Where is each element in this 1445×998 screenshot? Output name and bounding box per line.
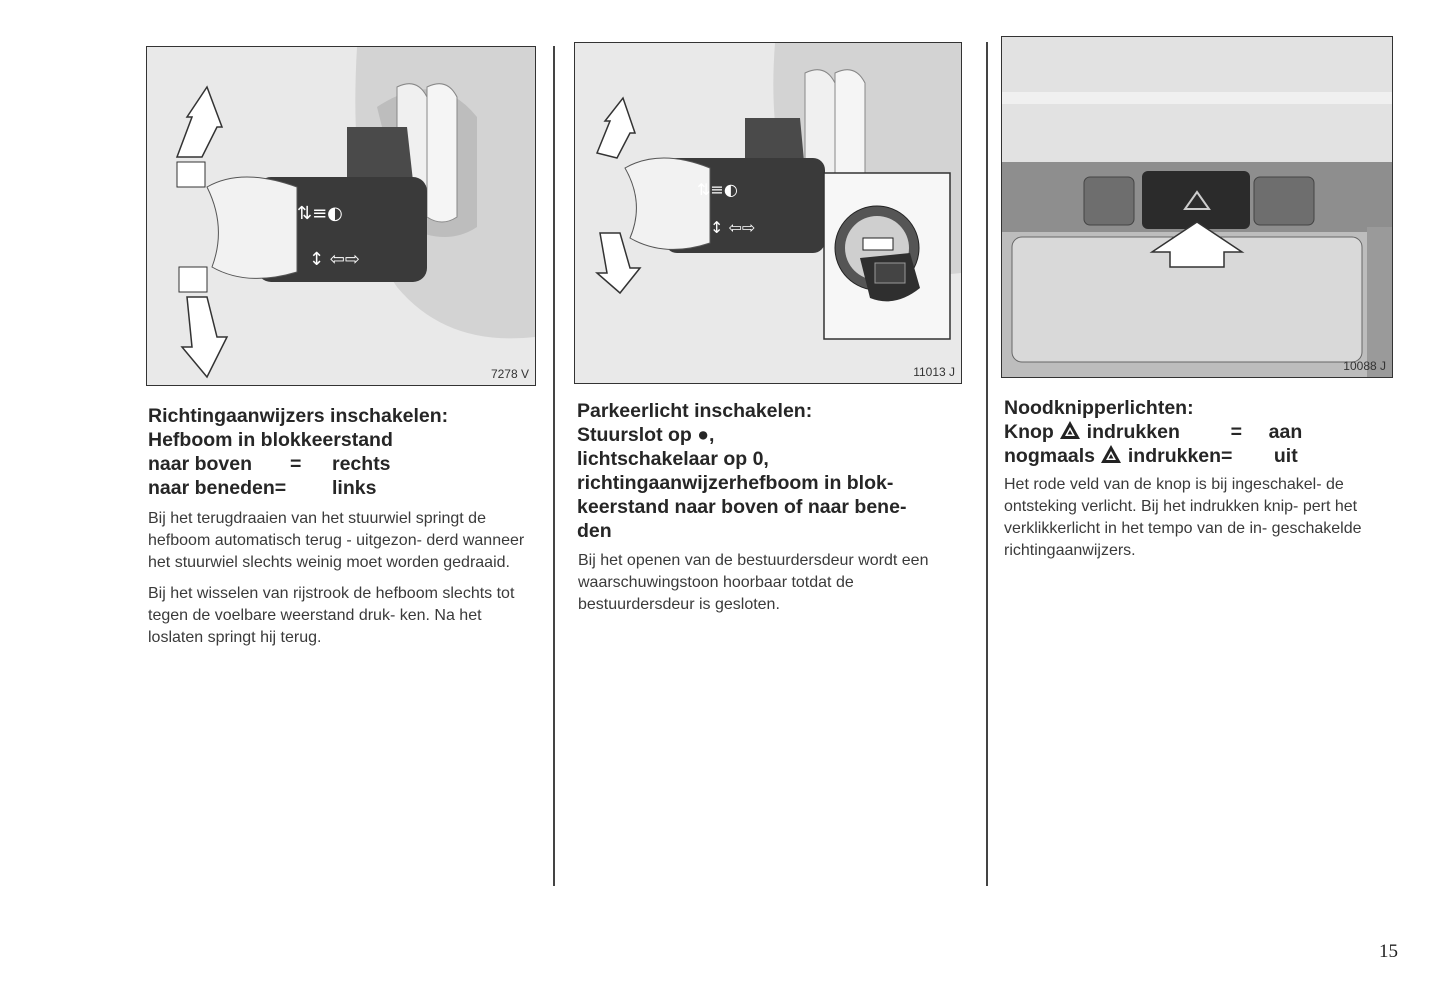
section-body — [1004, 474, 1399, 571]
svg-text:⇅≡◐: ⇅≡◐ — [297, 203, 343, 224]
warning-triangle-icon — [1100, 444, 1122, 464]
paragraph: Bij het wisselen van rijstrook de hefboom slechts tot tegen de voelbare weerstand druk- ken. Na het loslaten springt hij terug. — [148, 585, 515, 646]
figure-code: 11013 J — [913, 365, 955, 379]
direction-label: naar beneden= — [148, 477, 287, 499]
warning-triangle-icon — [1059, 420, 1081, 440]
heading-word: indrukken — [1086, 421, 1180, 443]
page-number: 15 — [1379, 941, 1398, 962]
paragraph: Het rode veld van de knop is bij ingeschakel- de ontsteking verlicht. Bij het indrukken knip- pert het verklikkerlicht in het tempo van de in- geschakelde richtingaanwijzers. — [1004, 476, 1362, 559]
section-heading-parking-light — [577, 399, 977, 543]
direction-label: naar boven — [148, 453, 253, 475]
state-value: uit — [1273, 445, 1298, 467]
figure-parking-light — [574, 42, 962, 384]
heading-line: Hefboom in blokkeerstand — [148, 429, 393, 451]
figure-hazard-switch — [1001, 36, 1393, 378]
direction-value: rechts — [332, 453, 391, 475]
heading-line: keerstand naar boven of naar bene- — [577, 496, 907, 518]
equals-sign: = — [290, 453, 302, 475]
turn-signal-lever-illustration — [147, 47, 535, 385]
svg-text:↕ ⇦⇨: ↕ ⇦⇨ — [710, 218, 756, 237]
paragraph: Bij het openen van de bestuurdersdeur wordt een waarschuwingstoon hoorbaar totdat de bestuurdersdeur is gesloten. — [578, 552, 929, 613]
heading-line: Stuurslot op ●, — [577, 424, 715, 446]
heading-row-off — [1004, 444, 1404, 468]
heading-row-up — [148, 452, 548, 476]
state-value: aan — [1268, 421, 1303, 443]
heading-line: lichtschakelaar op 0, — [577, 448, 769, 470]
column-divider — [986, 42, 988, 886]
figure-code: 10088 J — [1343, 359, 1386, 373]
direction-value: links — [332, 477, 377, 499]
section-body — [578, 550, 970, 625]
heading-word: nogmaals — [1004, 445, 1096, 467]
heading-row-down — [148, 476, 548, 500]
heading-line: Noodknipperlichten: — [1004, 397, 1194, 419]
parking-light-illustration — [575, 43, 961, 383]
svg-text:↕ ⇦⇨: ↕ ⇦⇨ — [309, 249, 360, 270]
column-divider — [553, 46, 555, 886]
paragraph: Bij het terugdraaien van het stuurwiel springt de hefboom automatisch terug - uitgezon- derd wanneer het stuurwiel slechts weinig moet worden gedraaid. — [148, 510, 525, 571]
section-heading-hazard-lights — [1004, 396, 1404, 468]
heading-row-on — [1004, 420, 1404, 444]
heading-word: indrukken= — [1127, 445, 1233, 467]
section-body — [148, 508, 540, 658]
heading-line: Parkeerlicht inschakelen: — [577, 400, 813, 422]
heading-line: richtingaanwijzerhefboom in blok- — [577, 472, 894, 494]
svg-text:⇅≡◐: ⇅≡◐ — [697, 180, 738, 199]
hazard-switch-illustration — [1002, 37, 1392, 377]
figure-code: 7278 V — [490, 367, 529, 381]
heading-line: Richtingaanwijzers inschakelen: — [148, 405, 449, 427]
heading-word: Knop — [1004, 421, 1054, 443]
heading-line: den — [577, 520, 612, 542]
equals-sign: = — [1230, 421, 1243, 443]
section-heading-turn-signals — [148, 404, 548, 500]
figure-turn-signal-lever — [146, 46, 536, 386]
